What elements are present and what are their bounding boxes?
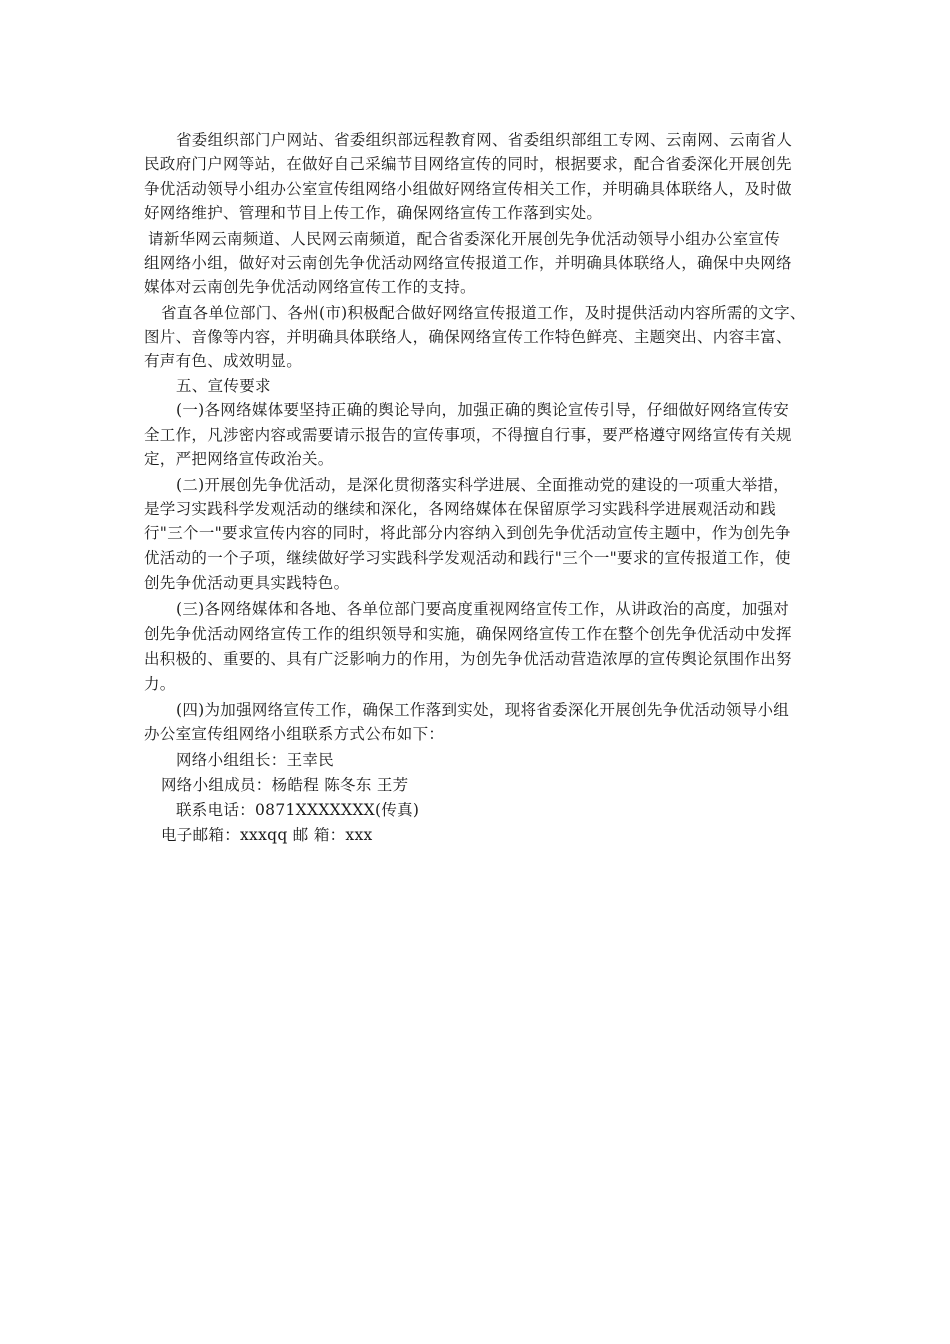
text-line: (一)各网络媒体要坚持正确的舆论导向，加强正确的舆论宣传引导，仔细做好网络宣传安 bbox=[176, 401, 790, 419]
contact-email: 电子邮箱：xxxqq 邮 箱：xxx bbox=[161, 826, 373, 844]
text-line: 图片、音像等内容，并明确具体联络人，确保网络宣传工作特色鲜亮、主题突出、内容丰富、 bbox=[144, 328, 792, 346]
text-line: (二)开展创先争优活动，是深化贯彻落实科学进展、全面推动党的建设的一项重大举措， bbox=[176, 476, 790, 494]
text-line: 出积极的、重要的、具有广泛影响力的作用，为创先争优活动营造浓厚的宣传舆论氛围作出努 bbox=[144, 650, 792, 668]
text-line: 是学习实践科学发观活动的继续和深化，各网络媒体在保留原学习实践科学进展观活动和践 bbox=[144, 500, 777, 518]
text-line: 优活动的一个子项，继续做好学习实践科学发观活动和践行"三个一"要求的宣传报道工作，使 bbox=[144, 549, 791, 567]
contact-phone: 联系电话：0871XXXXXXX(传真) bbox=[176, 801, 420, 819]
text-line: 民政府门户网等站，在做好自己采编节目网络宣传的同时，根据要求，配合省委深化开展创先 bbox=[144, 155, 792, 173]
contact-members: 网络小组成员：杨皓程 陈冬东 王芳 bbox=[161, 776, 409, 794]
text-line: 组网络小组，做好对云南创先争优活动网络宣传报道工作，并明确具体联络人，确保中央网络 bbox=[144, 254, 792, 272]
text-line: 省委组织部门户网站、省委组织部远程教育网、省委组织部组工专网、云南网、云南省人 bbox=[176, 131, 793, 149]
contact-leader: 网络小组组长：王幸民 bbox=[176, 751, 335, 769]
text-line: 有声有色、成效明显。 bbox=[144, 352, 303, 370]
text-line: 争优活动领导小组办公室宣传组网络小组做好网络宣传相关工作，并明确具体联络人，及时做 bbox=[144, 180, 792, 198]
text-line: 办公室宣传组网络小组联系方式公布如下： bbox=[144, 725, 445, 743]
section-heading: 五、宣传要求 bbox=[176, 377, 271, 395]
text-line: 请新华网云南频道、人民网云南频道，配合省委深化开展创先争优活动领导小组办公室宣传 bbox=[148, 230, 781, 248]
text-line: 好网络维护、管理和节目上传工作，确保网络宣传工作落到实处。 bbox=[144, 204, 603, 222]
text-line: 媒体对云南创先争优活动网络宣传工作的支持。 bbox=[144, 278, 476, 296]
text-line: (四)为加强网络宣传工作，确保工作落到实处，现将省委深化开展创先争优活动领导小组 bbox=[176, 701, 790, 719]
text-line: 创先争优活动更具实践特色。 bbox=[144, 574, 350, 592]
text-line: (三)各网络媒体和各地、各单位部门要高度重视网络宣传工作，从讲政治的高度，加强对 bbox=[176, 600, 790, 618]
text-line: 定，严把网络宣传政治关。 bbox=[144, 450, 334, 468]
text-line: 创先争优活动网络宣传工作的组织领导和实施，确保网络宣传工作在整个创先争优活动中发挥 bbox=[144, 625, 792, 643]
text-line: 省直各单位部门、各州(市)积极配合做好网络宣传报道工作，及时提供活动内容所需的文字、 bbox=[161, 304, 806, 322]
text-line: 行"三个一"要求宣传内容的同时，将此部分内容纳入到创先争优活动宣传主题中，作为创先争 bbox=[144, 524, 791, 542]
text-line: 全工作，凡涉密内容或需要请示报告的宣传事项，不得擅自行事，要严格遵守网络宣传有关规 bbox=[144, 426, 792, 444]
text-line: 力。 bbox=[144, 675, 176, 693]
